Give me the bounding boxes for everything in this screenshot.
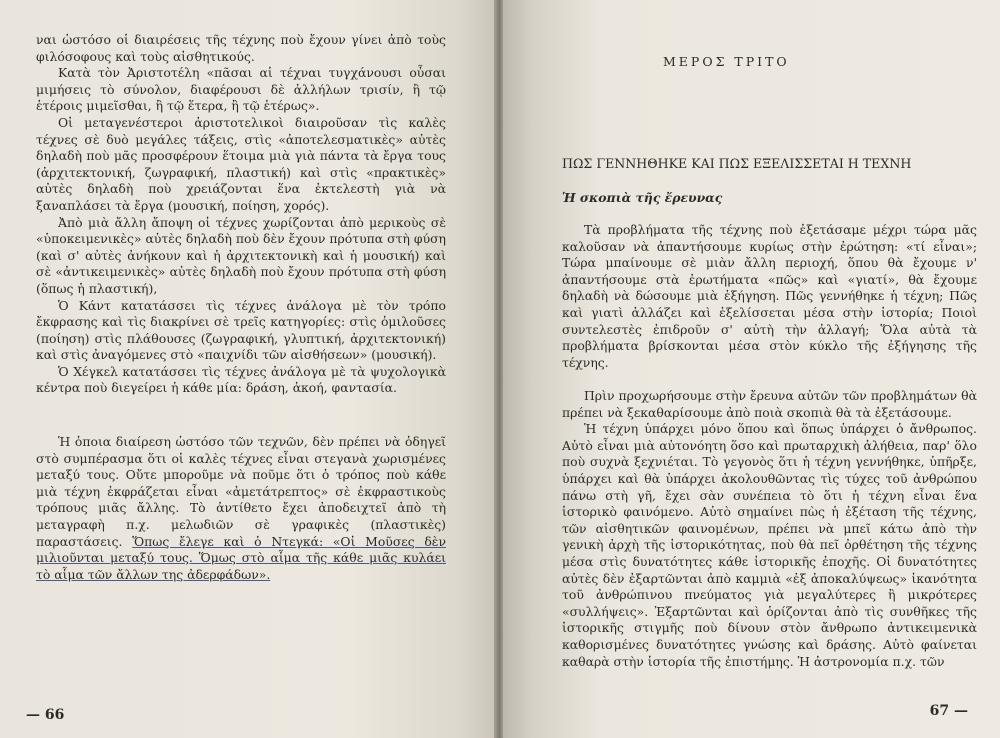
paragraph: Ὁ Κάντ κατατάσσει τὶς τέχνες ἀνάλογα μὲ τὸν τρόπο ἔκφρασης καὶ τὶς διακρίνει σὲ τρεῖς κατηγορίες: στὶς ὁμιλοῦσες (ποίηση) στὶς πλάθουσες (ζωγραφική, γλυπτική, ἀρχιτεκτονική) καὶ στὶς ἀναγόμενες στὸ «παιχνίδι τῶν αἰσθήσεων» (μουσική). (36, 297, 446, 363)
paragraph: Τὰ προβλήματα τῆς τέχνης ποὺ ἐξετάσαμε μέχρι τώρα μᾶς καλοῦσαν νὰ ἀπαντήσουμε κυρίως στὴν ἐρώτηση: «τί εἶναι»; Τώρα μπαίνουμε σὲ μιὰν ἄλλη περιοχή, ὅπου θὰ ἔχουμε ν' ἀπαντήσουμε στὰ ἐρωτήματα «πῶς» καὶ «γιατί», θὰ ἔχουμε δηλαδὴ νὰ δώσουμε μιὰ ἐξήγηση. Πῶς γεννήθηκε ἡ τέχνη; Πῶς καὶ γιατὶ ἀλλάζει καὶ ἐξελίσσεται μέσα στὴν ἱστορία; Ποιοὶ συντελεστὲς ἐπιδροῦν σ' αὐτὴ τὴν ἀλλαγή; Ὅλα αὐτὰ τὰ προβλήματα βρίσκονται μέσα στὸν κύκλο τῆς ἐξήγησης τῆς τέχνης. (562, 222, 977, 370)
right-text-block-1 (562, 222, 977, 371)
page-number-left: — 66 (26, 707, 65, 723)
paragraph: Ἀπὸ μιὰ ἄλλη ἄποψη οἱ τέχνες χωρίζονται ἀπὸ μερικοὺς σὲ «ὑποκειμενικὲς» αὐτὲς δηλαδὴ ποὺ δὲν ἔχουν πρότυπα στὴ φύση (καὶ σ' αὐτὲς ἀνήκουν καὶ ἡ ἀρχιτεκτονικὴ καὶ ἡ μουσική) καὶ σὲ «ἀντικειμενικὲς» αὐτὲς δηλαδὴ ποὺ ἔχουν πρότυπα στὴ φύση (ὅπως ἡ πλαστική), (36, 214, 446, 296)
degas-quote: Ὅπως ἔλεγε καὶ ὁ Ντεγκά: «Οἱ Μοῦσες δὲν μιλιοῦνται μεταξύ τους. Ὅμως στὸ αἷμα τῆς κάθε μιᾶς κυλάει τὸ αἷμα τῶν ἄλλων της ἀδερφάδων». (36, 533, 446, 582)
right-text-block-2 (562, 388, 977, 670)
paragraph: Ἡ τέχνη ὑπάρχει μόνο ὅπου καὶ ὅπως ὑπάρχει ὁ ἄνθρωπος. Αὐτὸ εἶναι μιὰ αὐτονόητη ὅσο καὶ πρωταρχικὴ ἀλήθεια, παρ' ὅλο ποὺ συχνὰ ξεχνιέται. Τὸ γεγονὸς ὅτι ἡ τέχνη γεννήθηκε, ὑπῆρξε, ὑπάρχει καὶ θὰ ὑπάρχει ἀκολουθῶντας τὶς τύχες τοῦ ἀνθρώπου πάνω στὴ γῆ, ἔχει σὰν συνέπεια τὸ ὅτι ἡ τέχνη εἶναι ἕνα ἱστορικὸ φαινόμενο. Αὐτὸ σημαίνει πὼς ἡ ἐξέταση τῆς τέχνης, τῶν αἰσθητικῶν φαινομένων, πρέπει νὰ μπεῖ κάτω ἀπὸ τὴν γενικὴ ἀρχὴ τῆς ἱστορικότητας, ποὺ θὰ πεῖ ὀρθέτηση τῆς τέχνης μέσα στὶς δυνατότητες κάθε ἱστορικῆς ἐποχῆς. Οἱ δυνατότητες αὐτὲς δὲν ἐξαρτῶνται ἀπὸ καμμιὰ «ἐξ ἀποκαλύψεως» ἱκανότητα τοῦ ἀνθρώπινου πνεύματος γιὰ μεγαλύτερες ἢ μικρότερες «συλλήψεις». Ἐξαρτῶνται καὶ ὁρίζονται ἀπὸ τὶς συνθῆκες τῆς ἱστορικῆς στιγμῆς ποὺ δίνουν στὸν ἄνθρωπο ἀντικειμενικὰ καθορισμένες δυνατότητες γνώσης καὶ δράσης. Αὐτὸ φαίνεται καθαρὰ στὴν ἱστορία τῆς ἐπιστήμης. Ἡ ἀστρονομία π.χ. τῶν (562, 421, 977, 669)
left-text-block-2 (36, 434, 446, 583)
section-title: ΠΩΣ ΓΕΝΝΗΘΗΚΕ ΚΑΙ ΠΩΣ ΕΞΕΛΙΣΣΕΤΑΙ Η ΤΕΧΝΗ (562, 156, 912, 171)
subsection-title: Ἡ σκοπιὰ τῆς ἔρευνας (562, 190, 723, 205)
left-text-block-1 (36, 32, 446, 397)
left-page (0, 0, 497, 738)
paragraph (36, 434, 446, 583)
paragraph: Οἱ μεταγενέστεροι ἀριστοτελικοὶ διαιροῦσαν τὶς καλὲς τέχνες σὲ δυὸ μεγάλες τάξεις, στὶς «ἀποτελεσματικὲς» αὐτὲς δηλαδὴ ποὺ μᾶς προσφέρουν ἕτοιμα μιὰ γιὰ πάντα τὰ ἔργα τους (ἀρχιτεκτονική, ζωγραφική, πλαστική) καὶ στὶς «πρακτικὲς» αὐτὲς δηλαδὴ ποὺ χρειάζονται ἕνα ἐκτελεστὴ γιὰ νὰ ξαναπλάσει τὰ ἔργα (μουσική, ποίηση, χορός). (36, 114, 446, 213)
right-page (503, 0, 1000, 738)
paragraph: Ὁ Χέγκελ κατατάσσει τὶς τέχνες ἀνάλογα μὲ τὰ ψυχολογικὰ κέντρα ποὺ διεγείρει ἡ κάθε μία: δράση, ἀκοή, φαντασία. (36, 363, 446, 396)
paragraph-intro: Ἡ ὁποια διαίρεση ὡστόσο τῶν τεχνῶν, δὲν πρέπει νὰ ὁδηγεῖ στὸ συμπέρασμα ὅτι οἱ καλὲς τέχνες εἶναι στεγανὰ χωρισμένες μεταξύ τους. Οὔτε μποροῦμε νὰ ποῦμε ὅτι ὁ τρόπος ποὺ κάθε μιὰ τέχνη ἐκφράζεται εἶναι «ἀμετάτρεπτος» σὲ ἐκφραστικοὺς τρόπους μιᾶς ἄλλης. Τὸ ἀντίθετο ἔχει ἀποδειχτεῖ ἀπὸ τὴ μεταγραφὴ π.χ. μελωδιῶν σὲ γραφικὲς (πλαστικὲς) παραστάσεις. (36, 434, 446, 549)
paragraph: Κατὰ τὸν Ἀριστοτέλη «πᾶσαι αἱ τέχναι τυγχάνουσι οὖσαι μιμήσεις τὸ σύνολον, διαφέρουσι δὲ ἀλλήλων τρισίν, ἢ τῷ ἑτέροις μιμεῖσθαι, ἢ τῷ ἕτερα, ἢ τῷ ἑτέρως». (36, 65, 446, 114)
part-title: ΜΕΡΟΣ ΤΡΙΤΟ (663, 54, 790, 69)
paragraph: Πρὶν προχωρήσουμε στὴν ἔρευνα αὐτῶν τῶν προβλημάτων θὰ πρέπει νὰ ξεκαθαρίσουμε ἀπὸ ποιὰ σκοπιὰ θὰ τὰ ἐξετάσουμε. (562, 388, 977, 420)
paragraph: ναι ὡστόσο οἱ διαιρέσεις τῆς τέχνης ποὺ ἔχουν γίνει ἀπὸ τοὺς φιλόσοφους καὶ τοὺς αἰσθητικούς. (36, 32, 446, 64)
page-number-right: 67 — (929, 703, 968, 719)
